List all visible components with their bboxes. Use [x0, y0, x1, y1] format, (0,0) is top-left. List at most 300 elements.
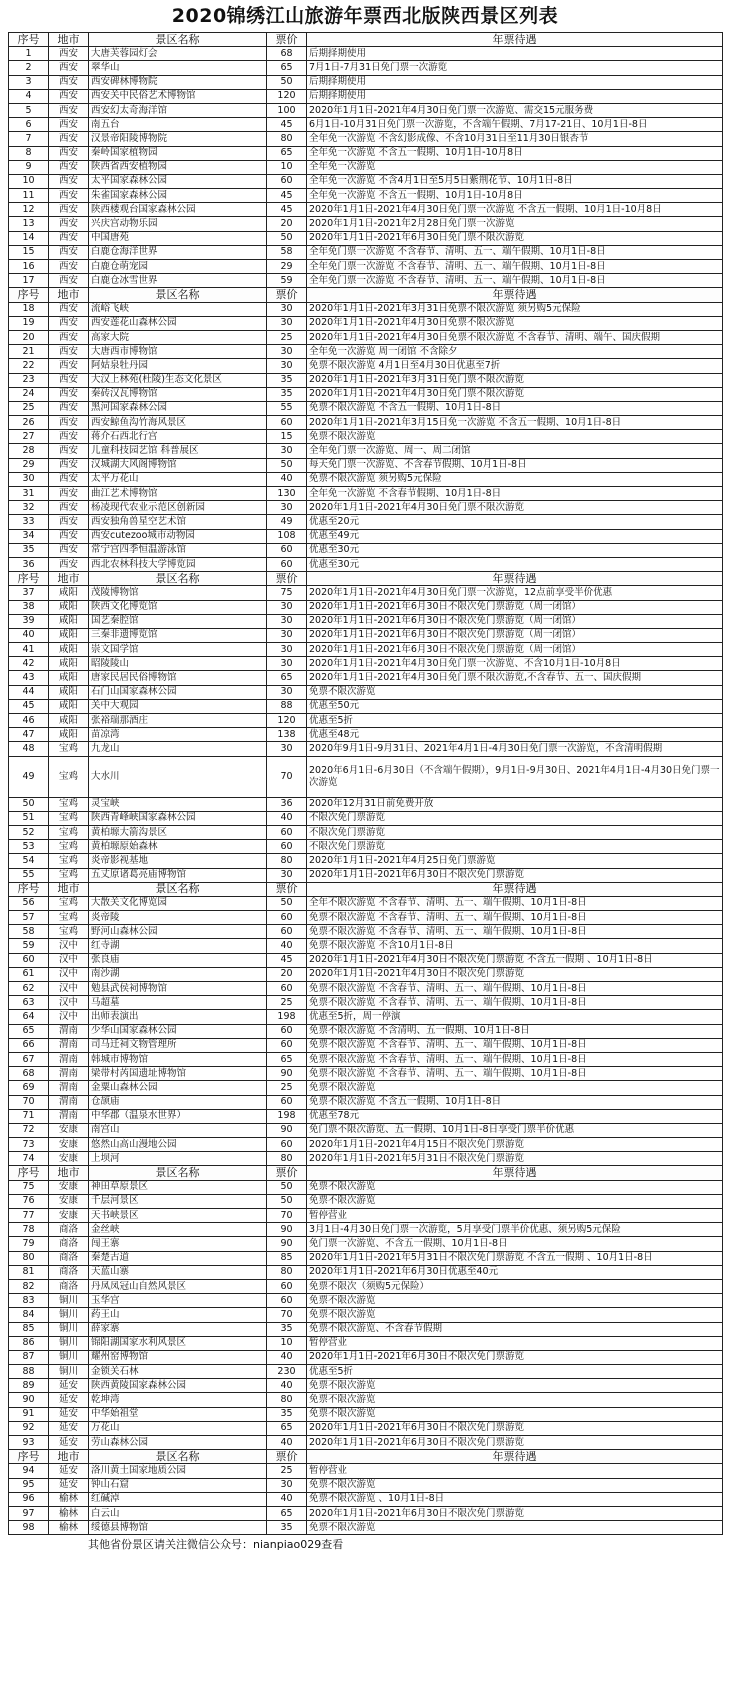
cell-price: 45: [267, 953, 307, 967]
table-row: [9, 103, 723, 117]
cell-index: 94: [9, 1464, 49, 1478]
cell-benefit: 2020年1月1日-2021年4月30日免门票一次游览、需交15元服务费: [307, 103, 723, 117]
header-index: 序号: [9, 1166, 49, 1180]
cell-city: 咸阳: [49, 614, 89, 628]
cell-index: 97: [9, 1506, 49, 1520]
cell-index: 84: [9, 1308, 49, 1322]
cell-benefit: 2020年1月1日-2021年6月30日不限次免门票游览（周一闭馆）: [307, 643, 723, 657]
cell-index: 29: [9, 458, 49, 472]
table-row: [9, 1265, 723, 1279]
table-row: [9, 557, 723, 571]
cell-benefit: 免票不限次游览 不含五一假期、10月1日-8日: [307, 401, 723, 415]
cell-scenic-spot-name: 阿姑泉牡丹园: [89, 359, 267, 373]
cell-price: 50: [267, 458, 307, 472]
cell-scenic-spot-name: 黑河国家森林公园: [89, 401, 267, 415]
header-benefit: 年票待遇: [307, 33, 723, 47]
cell-index: 55: [9, 868, 49, 882]
cell-index: 90: [9, 1393, 49, 1407]
cell-scenic-spot-name: 西安独角兽星空艺术馆: [89, 515, 267, 529]
header-city: 地市: [49, 882, 89, 896]
cell-benefit: 免票不限次游览 不含春节、清明、五一、端午假期、10月1日-8日: [307, 996, 723, 1010]
cell-city: 汉中: [49, 967, 89, 981]
cell-benefit: 免门票一次游览、不含五一假期、10月1日-8日: [307, 1237, 723, 1251]
table-row: [9, 472, 723, 486]
cell-benefit: 免票不限次游览: [307, 1081, 723, 1095]
cell-index: 46: [9, 714, 49, 728]
table-row: [9, 911, 723, 925]
header-scenic-spot-name: 景区名称: [89, 572, 267, 586]
cell-benefit: 2020年1月1日-2021年5月31日不限次免门票游览: [307, 1152, 723, 1166]
cell-index: 61: [9, 967, 49, 981]
header-scenic-spot-name: 景区名称: [89, 1166, 267, 1180]
cell-city: 西安: [49, 387, 89, 401]
cell-scenic-spot-name: 常宁宫四季恒温游泳馆: [89, 543, 267, 557]
cell-price: 50: [267, 75, 307, 89]
document-sheet: [8, 0, 722, 1555]
cell-price: 198: [267, 1010, 307, 1024]
cell-city: 渭南: [49, 1067, 89, 1081]
cell-scenic-spot-name: 万花山: [89, 1421, 267, 1435]
cell-price: 80: [267, 132, 307, 146]
cell-index: 22: [9, 359, 49, 373]
cell-scenic-spot-name: 白鹿仓海洋世界: [89, 245, 267, 259]
cell-price: 85: [267, 1251, 307, 1265]
cell-city: 咸阳: [49, 600, 89, 614]
table-row: [9, 47, 723, 61]
cell-city: 商洛: [49, 1237, 89, 1251]
cell-scenic-spot-name: 昭陵陵山: [89, 657, 267, 671]
cell-scenic-spot-name: 白云山: [89, 1506, 267, 1520]
cell-city: 西安: [49, 217, 89, 231]
cell-city: 延安: [49, 1421, 89, 1435]
cell-benefit: 2020年1月1日-2021年6月30日不限次免门票游览（周一闭馆）: [307, 600, 723, 614]
cell-benefit: 2020年1月1日-2021年6月30日不限次免门票游览: [307, 1506, 723, 1520]
table-row: [9, 1194, 723, 1208]
cell-price: 10: [267, 1336, 307, 1350]
cell-city: 西安: [49, 260, 89, 274]
cell-benefit: 不限次免门票游览: [307, 825, 723, 839]
cell-city: 西安: [49, 75, 89, 89]
cell-index: 87: [9, 1350, 49, 1364]
cell-benefit: 优惠至5折，周一停演: [307, 1010, 723, 1024]
cell-city: 宝鸡: [49, 756, 89, 797]
cell-index: 27: [9, 430, 49, 444]
cell-price: 60: [267, 1294, 307, 1308]
cell-city: 西安: [49, 203, 89, 217]
header-city: 地市: [49, 33, 89, 47]
cell-scenic-spot-name: 黄柏塬原始森林: [89, 840, 267, 854]
table-row: [9, 1038, 723, 1052]
header-benefit: 年票待遇: [307, 1166, 723, 1180]
table-row: [9, 982, 723, 996]
cell-index: 80: [9, 1251, 49, 1265]
table-row: [9, 1336, 723, 1350]
cell-index: 62: [9, 982, 49, 996]
cell-city: 西安: [49, 458, 89, 472]
cell-price: 35: [267, 373, 307, 387]
cell-price: 100: [267, 103, 307, 117]
table-row: [9, 1138, 723, 1152]
cell-city: 渭南: [49, 1109, 89, 1123]
cell-price: 25: [267, 330, 307, 344]
cell-price: 65: [267, 1052, 307, 1066]
cell-index: 17: [9, 274, 49, 288]
cell-price: 15: [267, 430, 307, 444]
cell-price: 60: [267, 1038, 307, 1052]
cell-city: 榆林: [49, 1521, 89, 1535]
header-benefit: 年票待遇: [307, 882, 723, 896]
cell-price: 40: [267, 939, 307, 953]
cell-index: 20: [9, 330, 49, 344]
cell-scenic-spot-name: 西北农林科技大学博览园: [89, 557, 267, 571]
header-benefit: 年票待遇: [307, 288, 723, 302]
cell-scenic-spot-name: 绥德县博物馆: [89, 1521, 267, 1535]
cell-price: 90: [267, 1067, 307, 1081]
cell-benefit: 3月1日-4月30日免门票一次游览，5月享受门票半价优惠、须另购5元保险: [307, 1223, 723, 1237]
cell-city: 宝鸡: [49, 854, 89, 868]
cell-price: 30: [267, 444, 307, 458]
table-row: [9, 1010, 723, 1024]
table-row: [9, 925, 723, 939]
cell-index: 78: [9, 1223, 49, 1237]
cell-scenic-spot-name: 大唐芙蓉园灯会: [89, 47, 267, 61]
cell-benefit: 2020年1月1日-2021年4月30日免票不限次游览: [307, 316, 723, 330]
table-row: [9, 939, 723, 953]
cell-city: 咸阳: [49, 657, 89, 671]
cell-scenic-spot-name: 西安关中民俗艺术博物馆: [89, 89, 267, 103]
table-row: [9, 330, 723, 344]
cell-city: 铜川: [49, 1308, 89, 1322]
cell-price: 70: [267, 1308, 307, 1322]
cell-city: 西安: [49, 543, 89, 557]
cell-index: 51: [9, 811, 49, 825]
table-row: [9, 1294, 723, 1308]
header-price: 票价: [267, 1166, 307, 1180]
cell-city: 西安: [49, 401, 89, 415]
table-row: [9, 302, 723, 316]
cell-price: 60: [267, 825, 307, 839]
table-row: [9, 387, 723, 401]
table-row: [9, 174, 723, 188]
cell-city: 安康: [49, 1138, 89, 1152]
table-row: [9, 671, 723, 685]
cell-benefit: 全年免门票一次游览 不含春节、清明、五一、端午假期、10月1日-8日: [307, 245, 723, 259]
cell-benefit: 免票不限次游览 不含春节、清明、五一、端午假期、10月1日-8日: [307, 1052, 723, 1066]
cell-index: 86: [9, 1336, 49, 1350]
cell-price: 20: [267, 217, 307, 231]
cell-scenic-spot-name: 红碱淖: [89, 1492, 267, 1506]
cell-city: 西安: [49, 316, 89, 330]
table-row: [9, 1024, 723, 1038]
cell-index: 15: [9, 245, 49, 259]
cell-index: 10: [9, 174, 49, 188]
cell-scenic-spot-name: 南沙湖: [89, 967, 267, 981]
cell-price: 40: [267, 1436, 307, 1450]
cell-scenic-spot-name: 苗凉湾: [89, 728, 267, 742]
cell-benefit: 优惠至5折: [307, 1365, 723, 1379]
cell-index: 98: [9, 1521, 49, 1535]
header-price: 票价: [267, 33, 307, 47]
table-row: [9, 61, 723, 75]
table-row: [9, 699, 723, 713]
cell-benefit: 2020年1月1日-2021年4月30日免票不限次游览 不含春节、清明、端午、国庆假期: [307, 330, 723, 344]
table-row: [9, 1180, 723, 1194]
cell-index: 93: [9, 1436, 49, 1450]
table-row: [9, 953, 723, 967]
table-row: [9, 373, 723, 387]
cell-benefit: 全年免一次游览 不含幻影成像、不含10月31日至11月30日银杏节: [307, 132, 723, 146]
cell-index: 21: [9, 345, 49, 359]
cell-benefit: 2020年1月1日-2021年6月30日不限次免门票游览（周一闭馆）: [307, 628, 723, 642]
cell-price: 25: [267, 996, 307, 1010]
cell-price: 35: [267, 1521, 307, 1535]
cell-index: 26: [9, 416, 49, 430]
cell-price: 50: [267, 1180, 307, 1194]
cell-index: 11: [9, 189, 49, 203]
cell-city: 西安: [49, 529, 89, 543]
cell-benefit: 免票不限次游览 不含春节、清明、五一、端午假期、10月1日-8日: [307, 911, 723, 925]
cell-city: 咸阳: [49, 628, 89, 642]
cell-price: 230: [267, 1365, 307, 1379]
table-row: [9, 118, 723, 132]
cell-city: 宝鸡: [49, 811, 89, 825]
cell-benefit: 2020年9月1日-9月31日、2021年4月1日-4月30日免门票一次游览，不含清明假期: [307, 742, 723, 756]
table-row: [9, 825, 723, 839]
cell-scenic-spot-name: 千层河景区: [89, 1194, 267, 1208]
cell-scenic-spot-name: 金丝峡: [89, 1223, 267, 1237]
cell-benefit: 免票不限次游览 须另购5元保险: [307, 472, 723, 486]
cell-price: 60: [267, 1279, 307, 1293]
cell-scenic-spot-name: 金粟山森林公园: [89, 1081, 267, 1095]
table-row: [9, 756, 723, 797]
cell-city: 西安: [49, 103, 89, 117]
cell-index: 57: [9, 911, 49, 925]
table-row: [9, 529, 723, 543]
cell-scenic-spot-name: 天书峡景区: [89, 1209, 267, 1223]
cell-index: 77: [9, 1209, 49, 1223]
cell-scenic-spot-name: 西安碑林博物院: [89, 75, 267, 89]
cell-scenic-spot-name: 白鹿仓萌宠园: [89, 260, 267, 274]
cell-price: 30: [267, 643, 307, 657]
cell-price: 30: [267, 359, 307, 373]
cell-benefit: 全年免门票一次游览 不含春节、清明、五一、端午假期、10月1日-8日: [307, 260, 723, 274]
cell-index: 4: [9, 89, 49, 103]
table-row: [9, 75, 723, 89]
cell-city: 西安: [49, 189, 89, 203]
cell-city: 延安: [49, 1407, 89, 1421]
cell-benefit: 优惠至30元: [307, 557, 723, 571]
cell-index: 88: [9, 1365, 49, 1379]
cell-scenic-spot-name: 朱雀国家森林公园: [89, 189, 267, 203]
cell-price: 30: [267, 742, 307, 756]
table-row: [9, 543, 723, 557]
header-scenic-spot-name: 景区名称: [89, 882, 267, 896]
cell-benefit: 2020年12月31日前免费开放: [307, 797, 723, 811]
cell-benefit: 优惠至78元: [307, 1109, 723, 1123]
cell-benefit: 不限次免门票游览: [307, 811, 723, 825]
cell-index: 92: [9, 1421, 49, 1435]
cell-index: 85: [9, 1322, 49, 1336]
cell-scenic-spot-name: 张裕瑞那酒庄: [89, 714, 267, 728]
cell-benefit: 后期择期使用: [307, 47, 723, 61]
cell-city: 渭南: [49, 1038, 89, 1052]
cell-scenic-spot-name: 三秦非遗博览馆: [89, 628, 267, 642]
header-city: 地市: [49, 572, 89, 586]
cell-city: 西安: [49, 472, 89, 486]
cell-city: 安康: [49, 1194, 89, 1208]
cell-benefit: 免票不限次游览: [307, 1521, 723, 1535]
cell-scenic-spot-name: 秦砖汉瓦博物馆: [89, 387, 267, 401]
cell-scenic-spot-name: 南宫山: [89, 1123, 267, 1137]
cell-scenic-spot-name: 大水川: [89, 756, 267, 797]
cell-benefit: 免票不限次游览: [307, 685, 723, 699]
cell-benefit: 优惠至30元: [307, 543, 723, 557]
table-row: [9, 430, 723, 444]
cell-price: 65: [267, 671, 307, 685]
cell-price: 60: [267, 925, 307, 939]
cell-city: 西安: [49, 501, 89, 515]
cell-scenic-spot-name: 汉景帝阳陵博物院: [89, 132, 267, 146]
cell-city: 安康: [49, 1152, 89, 1166]
table-row: [9, 401, 723, 415]
cell-index: 66: [9, 1038, 49, 1052]
cell-city: 商洛: [49, 1251, 89, 1265]
cell-benefit: 2020年1月1日-2021年5月31日不限次免门票游览 不含五一假期 、10月1日-8日: [307, 1251, 723, 1265]
cell-price: 90: [267, 1223, 307, 1237]
cell-index: 43: [9, 671, 49, 685]
cell-price: 80: [267, 1393, 307, 1407]
cell-scenic-spot-name: 耀州窑博物馆: [89, 1350, 267, 1364]
cell-price: 68: [267, 47, 307, 61]
cell-price: 70: [267, 756, 307, 797]
cell-scenic-spot-name: 锦阳湖国家水利风景区: [89, 1336, 267, 1350]
table-row: [9, 1506, 723, 1520]
table-row: [9, 359, 723, 373]
cell-index: 8: [9, 146, 49, 160]
cell-benefit: 免票不限次游览 不含春节、清明、五一、端午假期、10月1日-8日: [307, 982, 723, 996]
cell-scenic-spot-name: 神田草原景区: [89, 1180, 267, 1194]
cell-benefit: 后期择期使用: [307, 75, 723, 89]
cell-scenic-spot-name: 金锁关石林: [89, 1365, 267, 1379]
cell-price: 40: [267, 1492, 307, 1506]
table-row: [9, 1209, 723, 1223]
table-row: [9, 1350, 723, 1364]
cell-price: 60: [267, 840, 307, 854]
table-row: [9, 132, 723, 146]
cell-scenic-spot-name: 大汉上林苑(杜陵)生态文化景区: [89, 373, 267, 387]
cell-price: 30: [267, 600, 307, 614]
cell-price: 58: [267, 245, 307, 259]
cell-city: 西安: [49, 302, 89, 316]
cell-index: 50: [9, 797, 49, 811]
cell-scenic-spot-name: 陕西省西安植物园: [89, 160, 267, 174]
table-row: [9, 1223, 723, 1237]
cell-city: 西安: [49, 430, 89, 444]
cell-scenic-spot-name: 白鹿仓冰雪世界: [89, 274, 267, 288]
cell-scenic-spot-name: 中华郡（温泉水世界）: [89, 1109, 267, 1123]
header-city: 地市: [49, 1450, 89, 1464]
cell-benefit: 全年免一次游览 不含春节假期、10月1日-8日: [307, 487, 723, 501]
cell-city: 铜川: [49, 1322, 89, 1336]
cell-benefit: 全年免一次游览: [307, 160, 723, 174]
table-header-row: [9, 882, 723, 896]
table-row: [9, 1521, 723, 1535]
cell-city: 商洛: [49, 1265, 89, 1279]
cell-index: 24: [9, 387, 49, 401]
cell-index: 60: [9, 953, 49, 967]
cell-benefit: 2020年1月1日-2021年6月30日不限次免门票游览: [307, 1436, 723, 1450]
cell-price: 65: [267, 61, 307, 75]
cell-price: 138: [267, 728, 307, 742]
cell-benefit: 优惠至5折: [307, 714, 723, 728]
cell-index: 18: [9, 302, 49, 316]
cell-index: 68: [9, 1067, 49, 1081]
cell-benefit: 暂停营业: [307, 1336, 723, 1350]
table-row: [9, 1095, 723, 1109]
cell-city: 西安: [49, 515, 89, 529]
cell-benefit: 2020年1月1日-2021年6月30日优惠至40元: [307, 1265, 723, 1279]
table-row: [9, 840, 723, 854]
cell-scenic-spot-name: 五丈原诸葛亮庙博物馆: [89, 868, 267, 882]
cell-city: 汉中: [49, 939, 89, 953]
cell-index: 37: [9, 586, 49, 600]
cell-benefit: 免票不限次游览、不含春节假期: [307, 1322, 723, 1336]
cell-scenic-spot-name: 秦岭国家植物园: [89, 146, 267, 160]
table-row: [9, 1308, 723, 1322]
cell-price: 45: [267, 189, 307, 203]
cell-city: 宝鸡: [49, 925, 89, 939]
cell-benefit: 全年免一次游览 不含4月1日至5月5日紫荆花节、10月1日-8日: [307, 174, 723, 188]
cell-city: 汉中: [49, 953, 89, 967]
cell-scenic-spot-name: 薛家寨: [89, 1322, 267, 1336]
cell-benefit: 后期择期使用: [307, 89, 723, 103]
cell-scenic-spot-name: 中国唐苑: [89, 231, 267, 245]
cell-index: 89: [9, 1379, 49, 1393]
cell-price: 20: [267, 967, 307, 981]
table-row: [9, 1407, 723, 1421]
table-row: [9, 1322, 723, 1336]
cell-city: 西安: [49, 274, 89, 288]
cell-scenic-spot-name: 马超墓: [89, 996, 267, 1010]
table-row: [9, 868, 723, 882]
cell-benefit: 2020年1月1日-2021年4月30日免门票一次游览，12点前享受半价优惠: [307, 586, 723, 600]
cell-index: 40: [9, 628, 49, 642]
cell-index: 2: [9, 61, 49, 75]
cell-price: 30: [267, 657, 307, 671]
table-row: [9, 487, 723, 501]
cell-benefit: 2020年6月1日-6月30日（不含端午假期），9月1日-9月30日、2021年4月1日-4月30日免门票一次游览: [307, 756, 723, 797]
cell-scenic-spot-name: 陕西文化博览馆: [89, 600, 267, 614]
cell-city: 西安: [49, 416, 89, 430]
cell-city: 西安: [49, 146, 89, 160]
cell-price: 90: [267, 1237, 307, 1251]
table-row: [9, 274, 723, 288]
table-row: [9, 245, 723, 259]
cell-scenic-spot-name: 闯王寨: [89, 1237, 267, 1251]
cell-city: 安康: [49, 1209, 89, 1223]
header-benefit: 年票待遇: [307, 572, 723, 586]
cell-price: 35: [267, 1407, 307, 1421]
table-row: [9, 628, 723, 642]
cell-benefit: 全年免门票一次游览、周一、周二闭馆: [307, 444, 723, 458]
page-title: 2020锦绣江山旅游年票西北版陕西景区列表: [171, 5, 559, 27]
header-scenic-spot-name: 景区名称: [89, 1450, 267, 1464]
cell-price: 59: [267, 274, 307, 288]
cell-city: 汉中: [49, 982, 89, 996]
cell-scenic-spot-name: 张良庙: [89, 953, 267, 967]
cell-scenic-spot-name: 中华始祖堂: [89, 1407, 267, 1421]
cell-price: 36: [267, 797, 307, 811]
